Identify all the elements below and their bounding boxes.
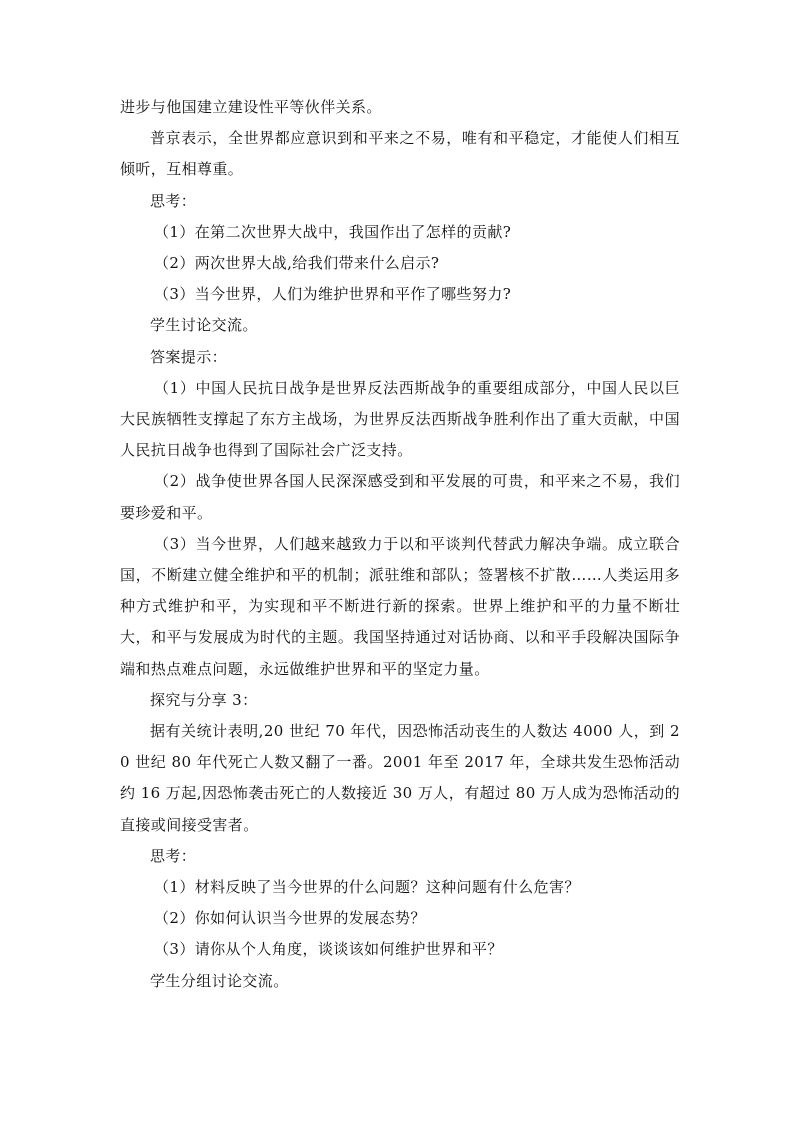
question-1-3: （3）当今世界，人们为维护世界和平作了哪些努力? bbox=[154, 285, 512, 304]
document-body bbox=[120, 92, 680, 997]
heading-explore-share-3: 探究与分享 3： bbox=[150, 690, 258, 709]
answer-3: （3）当今世界，人们越来越致力于以和平谈判代替武力解决争端。成立联合国，不断建立健全维护和平的机制；派驻维和部队；签署核不扩散……人类运用多种方式维护和平，为实现和平不断进行新的探索。世界上维护和平的力量不断壮大，和平与发展成为时代的主题。我国坚持通过对话协商、以和平手段解决国际争端和热点难点问题，永远做维护世界和平的坚定力量。 bbox=[120, 534, 680, 678]
heading-think-1: 思考： bbox=[150, 191, 197, 210]
answer-2: （2）战争使世界各国人民深深感受到和平发展的可贵，和平来之不易，我们要珍爱和平。 bbox=[120, 472, 680, 522]
heading-think-2: 思考： bbox=[150, 846, 197, 865]
student-discussion-1: 学生讨论交流。 bbox=[150, 316, 258, 335]
question-2-3: （3）请你从个人角度，谈谈该如何维护世界和平？ bbox=[154, 940, 503, 959]
question-1-2: （2）两次世界大战,给我们带来什么启示? bbox=[154, 254, 440, 273]
paragraph-terrorism-statistics: 据有关统计表明,20 世纪 70 年代，因恐怖活动丧生的人数达 4000 人，到 20 世纪 80 年代死亡人数又翻了一番。2001 年至 2017 年，全球共发生恐怖活动约 16 万起,因恐怖袭击死亡的人数接近 30 万人，有超过 80 万人成为恐怖活动的直接或间接受害者。 bbox=[120, 722, 680, 834]
heading-answer-hints: 答案提示： bbox=[150, 347, 228, 366]
paragraph-putin-statement: 普京表示，全世界都应意识到和平来之不易，唯有和平稳定，才能使人们相互倾听，互相尊重。 bbox=[120, 129, 680, 179]
paragraph-continuation: 进步与他国建立建设性平等伙伴关系。 bbox=[120, 98, 382, 116]
answer-1: （1）中国人民抗日战争是世界反法西斯战争的重要组成部分，中国人民以巨大民族牺牲支撑起了东方主战场，为世界反法西斯战争胜利作出了重大贡献，中国人民抗日战争也得到了国际社会广泛支持。 bbox=[120, 378, 680, 460]
question-2-1: （1）材料反映了当今世界的什么问题？这种问题有什么危害？ bbox=[154, 878, 580, 897]
question-2-2: （2）你如何认识当今世界的发展态势？ bbox=[154, 909, 426, 928]
question-1-1: （1）在第二次世界大战中，我国作出了怎样的贡献? bbox=[154, 222, 512, 241]
student-discussion-2: 学生分组讨论交流。 bbox=[150, 971, 289, 990]
